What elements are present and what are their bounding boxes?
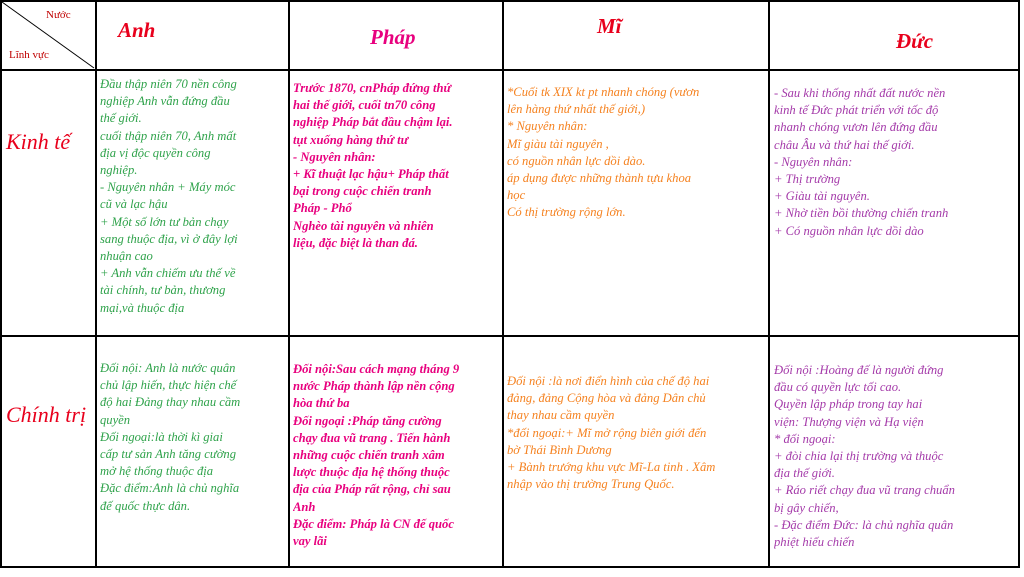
cell-kinh-te-phap — [293, 80, 499, 252]
text-line: *đối ngoại:+ Mĩ mở rộng biên giới đến — [507, 425, 707, 440]
text-line: vay lãi — [293, 534, 327, 549]
text-line: Đặc điểm:Anh là chủ nghĩa — [100, 481, 240, 496]
text-line: áp dụng được những thành tựu khoa — [507, 171, 692, 186]
corner-field-label: Lĩnh vực — [9, 49, 49, 61]
cell-kinh-te-mi — [507, 84, 765, 222]
cell-chinh-tri-anh — [100, 360, 286, 515]
text-line: + Giàu tài nguyên. — [774, 189, 870, 204]
text-line: Đặc điểm: Pháp là CN đế quốc — [293, 516, 454, 531]
text-line: Đối ngoại:là thời kì giai — [100, 429, 223, 444]
text-line: hòa thứ ba — [293, 396, 350, 411]
text-line: tụt xuống hàng thứ tư — [293, 132, 409, 147]
text-line: Nghèo tài nguyên và nhiên — [293, 218, 434, 233]
text-line: nhập vào thị trường Trung Quốc. — [507, 477, 675, 492]
text-line: phiệt hiếu chiến — [774, 535, 855, 550]
text-line: học — [507, 188, 526, 203]
text-line: thế giới. — [100, 111, 142, 126]
text-line: cấp tư sản Anh tăng cường — [100, 447, 237, 462]
text-line: quyền — [100, 412, 131, 427]
text-line: nghiệp Anh vẫn đứng đầu — [100, 94, 230, 109]
text-line: cũ và lạc hậu — [100, 197, 168, 212]
text-line: địa thế giới. — [774, 466, 835, 481]
text-line: lược thuộc địa hệ thống thuộc — [293, 465, 450, 480]
text-line: mại,và thuộc địa — [100, 300, 185, 315]
text-line: - Sau khi thống nhất đất nước nền — [774, 86, 946, 100]
text-line: * Nguyên nhân: — [507, 119, 588, 134]
text-line: địa của Pháp rất rộng, chỉ sau — [293, 482, 451, 497]
row-label-kinh-te: Kinh tế — [6, 129, 71, 154]
text-line: Đối nội :là nơi điển hình của chế độ hai — [507, 374, 710, 388]
text-line: Đối nội: Anh là nước quân — [100, 361, 236, 375]
country-header-duc: Đức — [896, 29, 934, 53]
text-line: - Đặc điểm Đức: là chủ nghĩa quân — [774, 517, 954, 532]
text-line: + Nhờ tiền bồi thường chiến tranh — [774, 206, 949, 221]
text-line: + Bành trướng khu vực Mĩ-La tinh . Xâm — [507, 460, 716, 475]
text-line: Pháp - Phổ — [293, 201, 352, 216]
text-line: + Một số lớn tư bản chạy — [100, 214, 229, 229]
text-line: + Kĩ thuật lạc hậu+ Pháp thất — [293, 167, 449, 182]
text-line: địa vị độc quyền công — [100, 145, 211, 160]
text-line: bại trong cuộc chiến tranh — [293, 184, 432, 199]
text-line: - Nguyên nhân: — [293, 149, 376, 164]
country-header-mi: Mĩ — [597, 14, 622, 38]
cell-kinh-te-anh — [100, 76, 286, 317]
text-line: tài chính, tư bản, thương — [100, 283, 226, 298]
text-line: nước Pháp thành lập nền cộng — [293, 379, 455, 394]
cell-chinh-tri-mi — [507, 373, 765, 493]
text-line: đế quốc thực dân. — [100, 498, 191, 513]
text-line: lên hàng thứ nhất thế giới,) — [507, 102, 646, 117]
corner-country-label: Nước — [46, 9, 71, 21]
text-line: + Thị trường — [774, 172, 841, 187]
cell-chinh-tri-duc — [774, 362, 1016, 551]
text-line: + Anh vẫn chiếm ưu thế về — [100, 266, 236, 281]
text-line: Đầu thập niên 70 nền công — [100, 77, 237, 91]
cell-chinh-tri-phap — [293, 361, 499, 550]
text-line: viện: Thượng viện và Hạ viện — [774, 414, 924, 429]
text-line: Đối nội:Sau cách mạng tháng 9 — [293, 362, 460, 376]
text-line: sang thuộc địa, vì ở đây lợi — [100, 231, 238, 246]
text-line: mở hệ thống thuộc địa — [100, 464, 214, 479]
text-line: * đối ngoại: — [774, 431, 836, 446]
text-line: Anh — [293, 499, 316, 514]
text-line: liệu, đặc biệt là than đá. — [293, 235, 418, 250]
text-line: kinh tế Đức phát triển với tốc độ — [774, 103, 939, 118]
text-line: châu Âu và thứ hai thế giới. — [774, 137, 915, 152]
text-line: Trước 1870, cnPháp đứng thứ — [293, 81, 452, 95]
text-line: những cuộc chiến tranh xâm — [293, 448, 445, 463]
row-label-chinh-tri: Chính trị — [6, 402, 87, 427]
text-line: + Có nguồn nhân lực dồi dào — [774, 223, 924, 238]
text-line: - Nguyên nhân: — [774, 154, 853, 169]
text-line: Có thị trường rộng lớn. — [507, 205, 626, 220]
text-line: nhuận cao — [100, 249, 153, 264]
text-line: chủ lập hiến, thực hiện chế — [100, 378, 237, 393]
text-line: *Cuối tk XIX kt pt nhanh chóng (vươn — [507, 85, 700, 99]
text-line: Quyền lập pháp trong tay hai — [774, 397, 923, 412]
text-line: có nguồn nhân lực dồi dào. — [507, 153, 646, 168]
text-line: đầu có quyền lực tối cao. — [774, 380, 902, 395]
country-header-phap: Pháp — [370, 25, 416, 49]
text-line: Mĩ giàu tài nguyên , — [507, 136, 609, 151]
text-line: chạy đua vũ trang . Tiến hành — [293, 430, 451, 445]
text-line: + Ráo riết chạy đua vũ trang chuẩn — [774, 483, 955, 498]
cell-kinh-te-duc — [774, 85, 1016, 240]
text-line: Đối nội :Hoàng đế là người đứng — [774, 363, 944, 377]
text-line: nghiệp. — [100, 163, 138, 178]
text-line: nghiệp Pháp bắt đầu chậm lại. — [293, 115, 453, 130]
text-line: + đòi chia lại thị trường và thuộc — [774, 449, 944, 464]
text-line: thay nhau cầm quyền — [507, 408, 615, 423]
text-line: hai thế giới, cuối tn70 công — [293, 98, 436, 113]
text-line: nhanh chóng vươn lên đứng đầu — [774, 120, 938, 135]
text-line: đảng, đảng Cộng hòa và đảng Dân chủ — [507, 391, 706, 406]
text-line: bị gây chiến, — [774, 500, 839, 515]
text-line: - Nguyên nhân + Máy móc — [100, 180, 236, 195]
text-line: bờ Thái Bình Dương — [507, 442, 612, 457]
text-line: cuối thập niên 70, Anh mất — [100, 128, 237, 143]
text-line: Đối ngoại :Pháp tăng cường — [293, 413, 442, 428]
country-header-anh: Anh — [118, 18, 156, 42]
text-line: độ hai Đảng thay nhau cầm — [100, 395, 241, 410]
